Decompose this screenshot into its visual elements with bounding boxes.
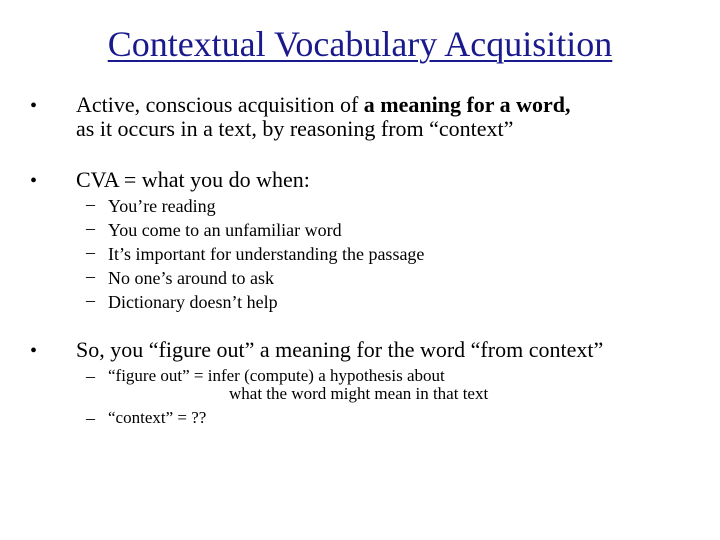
list-item: You’re reading — [108, 196, 216, 216]
bullet-icon: • — [30, 170, 38, 192]
bullet1-line2: as it occurs in a text, by reasoning from “context” — [76, 116, 514, 141]
dash-icon: – — [86, 408, 95, 428]
bullet2-text: CVA = what you do when: — [76, 167, 310, 192]
bullet1-text: Active, conscious acquisition of — [76, 92, 364, 117]
dash-icon: – — [86, 266, 95, 286]
dash-icon: – — [86, 242, 95, 262]
bullet-icon: • — [30, 340, 38, 362]
bullet1-bold-text: a meaning for a word, — [363, 92, 571, 117]
sub-item-line1: “figure out” = infer (compute) a hypothesis about — [108, 366, 445, 385]
list-item: No one’s around to ask — [108, 268, 274, 288]
dash-icon: – — [86, 194, 95, 214]
dash-icon: – — [86, 218, 95, 238]
sub-item: “context” = ?? — [108, 408, 207, 427]
slide-title: Contextual Vocabulary Acquisition — [107, 24, 613, 64]
bullet-icon: • — [30, 95, 38, 117]
dash-icon: – — [86, 290, 95, 310]
list-item: You come to an unfamiliar word — [108, 220, 342, 240]
list-item: Dictionary doesn’t help — [108, 292, 278, 312]
bullet3-text: So, you “figure out” a meaning for the word “from context” — [76, 337, 604, 362]
bullet1-line1 — [76, 93, 571, 117]
dash-icon: – — [86, 366, 95, 386]
sub-item-line2: what the word might mean in that text — [229, 384, 489, 403]
list-item: It’s important for understanding the passage — [108, 244, 425, 264]
